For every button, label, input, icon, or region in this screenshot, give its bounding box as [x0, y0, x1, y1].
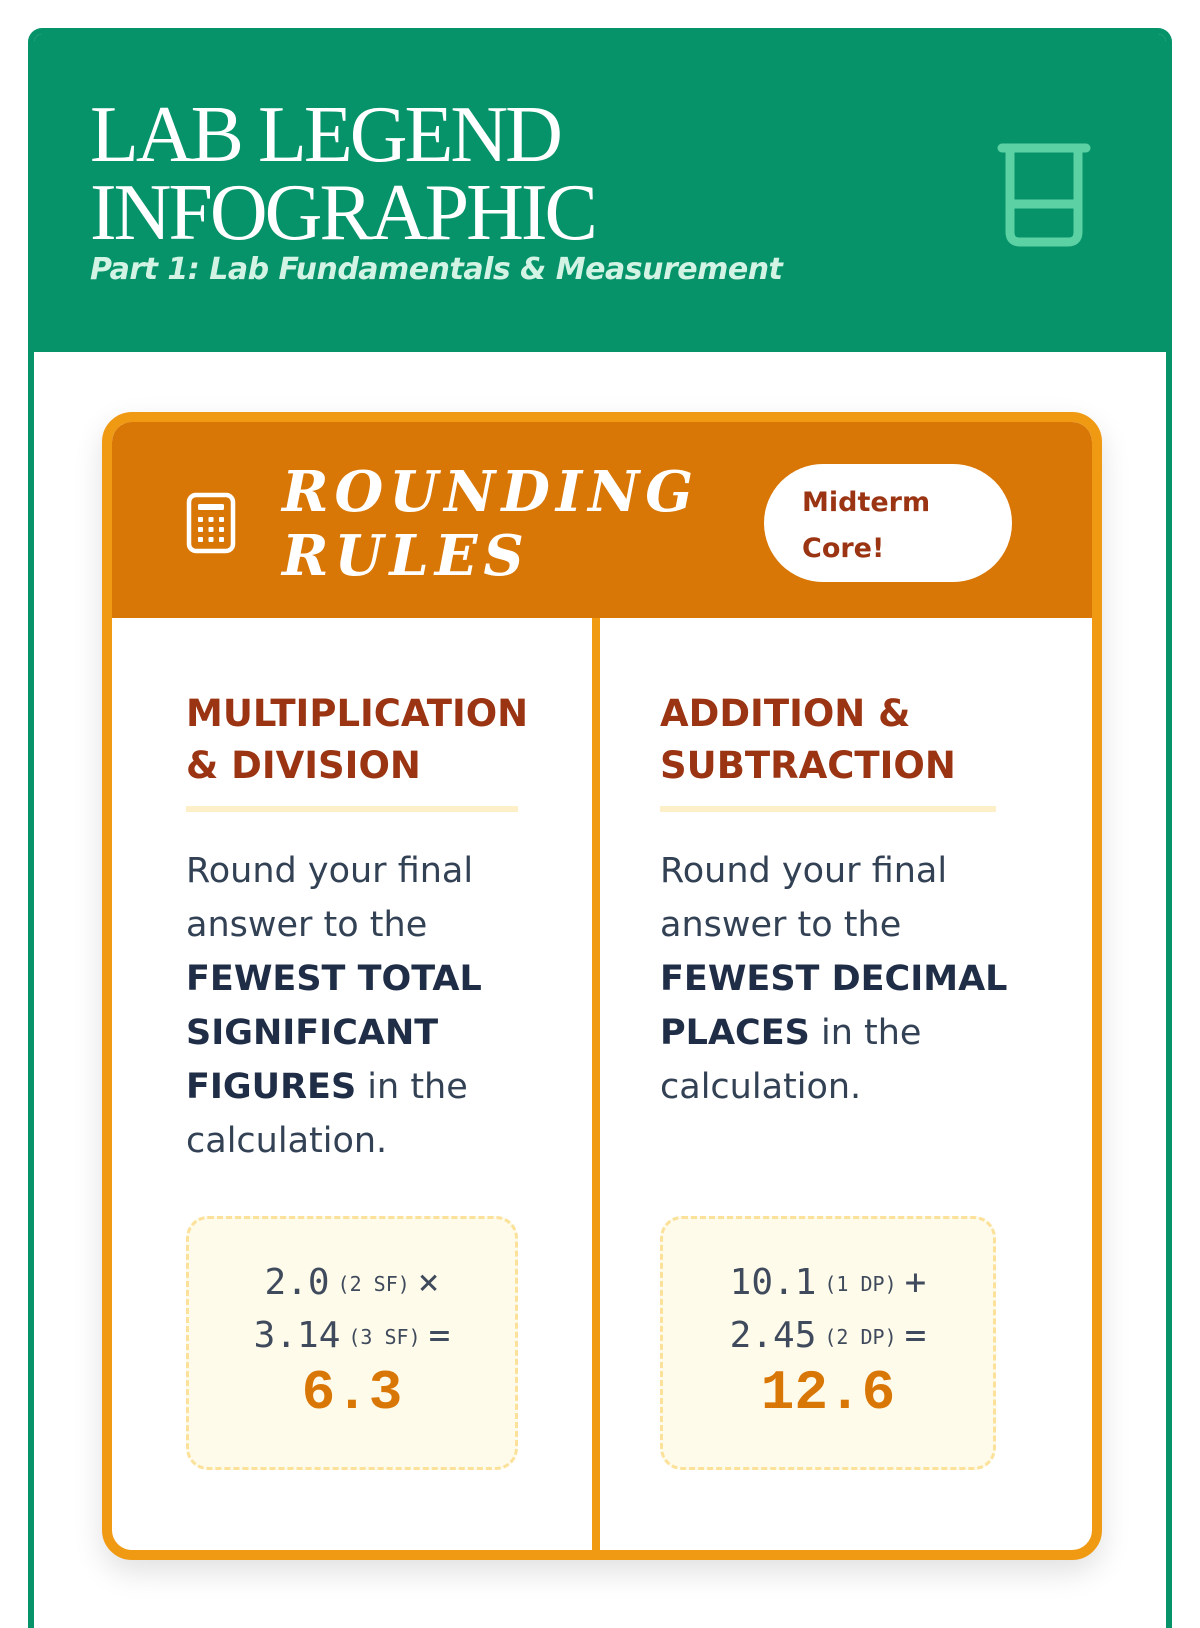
example-box: [660, 1216, 996, 1470]
card-header: [112, 422, 1092, 618]
example-line-1: [663, 1257, 993, 1310]
column-divider: [592, 618, 600, 1560]
rounding-rules-card: [102, 412, 1102, 1560]
infographic-frame: [28, 28, 1172, 1628]
example-line-2: [663, 1310, 993, 1363]
page-title: [90, 91, 595, 257]
heading-line-2: & DIVISION: [186, 744, 421, 787]
badge-line-2: Core!: [802, 533, 885, 564]
example-number: 2.45: [729, 1315, 817, 1356]
rule-intro: Round your final answer to the: [660, 851, 948, 945]
heading-underline: [660, 806, 996, 812]
example-operator: =: [904, 1315, 927, 1356]
rule-text: [186, 844, 536, 1168]
rule-text: [660, 844, 1040, 1114]
heading-line-2: SUBTRACTION: [660, 744, 956, 787]
title-line-2: INFOGRAPHIC: [90, 169, 595, 257]
example-operator: +: [904, 1262, 927, 1303]
heading-underline: [186, 806, 518, 812]
card-title: [282, 460, 699, 588]
rule-end: in the calculation.: [186, 1067, 468, 1161]
page-header: [34, 34, 1166, 352]
example-note: (1 DP): [824, 1272, 897, 1296]
title-line-1: LAB LEGEND: [90, 91, 560, 179]
rule-end: in the calculation.: [660, 1013, 922, 1107]
column-heading: [660, 688, 956, 792]
midterm-core-badge: [764, 464, 1012, 582]
page-subtitle: Part 1: Lab Fundamentals & Measurement: [90, 252, 783, 287]
heading-line-1: MULTIPLICATION: [186, 692, 529, 735]
example-result: 6.3: [301, 1361, 403, 1425]
rule-emphasis: FEWEST DECIMAL PLACES: [660, 959, 1008, 1053]
example-number: 2.0: [264, 1262, 330, 1303]
rule-intro: Round your final answer to the: [186, 851, 474, 945]
heading-line-1: ADDITION &: [660, 692, 911, 735]
example-note: (3 SF): [348, 1325, 421, 1349]
example-result: 12.6: [760, 1361, 896, 1425]
rule-emphasis: FEWEST TOTAL SIGNIFICANT FIGURES: [186, 959, 482, 1107]
multiplication-division-column: [112, 618, 592, 1548]
addition-subtraction-column: [600, 618, 1092, 1548]
badge-line-1: Midterm: [802, 487, 931, 518]
column-heading: [186, 688, 528, 792]
example-number: 3.14: [253, 1315, 341, 1356]
example-operator: =: [428, 1315, 451, 1356]
example-box: [186, 1216, 518, 1470]
example-line-1: [189, 1257, 515, 1310]
calculator-icon: [186, 492, 236, 554]
card-title-line-1: ROUNDING: [282, 459, 700, 525]
example-note: (2 DP): [824, 1325, 897, 1349]
card-title-line-2: RULES: [282, 523, 530, 589]
example-line-2: [189, 1310, 515, 1363]
example-operator: ×: [417, 1262, 440, 1303]
beaker-icon: [996, 138, 1092, 248]
example-note: (2 SF): [337, 1272, 410, 1296]
example-number: 10.1: [729, 1262, 817, 1303]
